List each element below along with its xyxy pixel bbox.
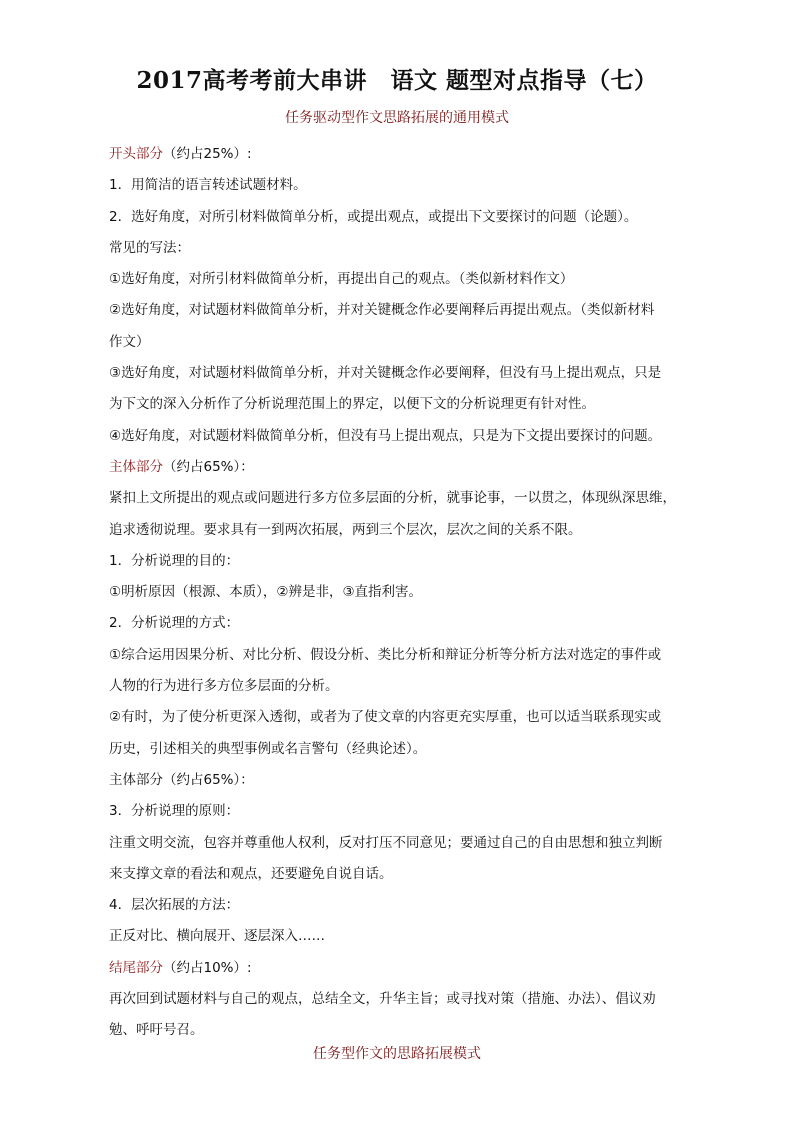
document-body (109, 139, 689, 1047)
text-line: 正反对比、横向展开、逐层深入…… (109, 928, 325, 945)
section-heading-label: 结尾部分 (109, 959, 163, 976)
section-heading-note: （约占65%）： (163, 458, 254, 475)
text-line: ④选好角度，对试题材料做简单分析，但没有马上提出观点，只是为下文提出要探讨的问题。 (109, 427, 662, 444)
section-heading-label: 开头部分 (109, 146, 163, 162)
text-line: 历史，引述相关的典型事例或名言警句（经典论述）。 (109, 740, 427, 757)
text-line: 再次回到试题材料与自己的观点，总结全文，升华主旨；或寻找对策（措施、办法）、倡议劝 (109, 991, 656, 1008)
section-heading-closing (109, 953, 689, 984)
section-heading-label: 主体部分 (109, 458, 163, 475)
text-line: 4．层次拓展的方法： (109, 897, 240, 914)
text-line: ②有时，为了使分析更深入透彻，或者为了使文章的内容更充实厚重，也可以适当联系现实或 (109, 709, 662, 726)
text-line: 3．分析说理的原则： (109, 803, 240, 820)
text-line: 2．选好角度，对所引材料做简单分析，或提出观点，或提出下文要探讨的问题（论题）。 (109, 208, 638, 225)
text-line: 追求透彻说理。要求具有一到两次拓展，两到三个层次，层次之间的关系不限。 (109, 521, 582, 538)
text-line: 注重文明交流，包容并尊重他人权利，反对打压不同意见；要通过自己的自由思想和独立判断 (109, 834, 663, 851)
section-heading-note: （约占10%）: (163, 959, 252, 976)
text-line: 常见的写法： (109, 239, 190, 256)
text-line: 主体部分（约占65%）： (109, 771, 254, 788)
page-footer-heading: 任务型作文的思路拓展模式 (313, 1046, 481, 1062)
section-heading-opening (109, 139, 689, 170)
section-heading-body (109, 452, 689, 483)
text-line: 1．用简洁的语言转述试题材料。 (109, 177, 307, 194)
page-subtitle: 任务驱动型作文思路拓展的通用模式 (285, 110, 509, 126)
text-line: 紧扣上文所提出的观点或问题进行多方位多层面的分析，就事论事，一以贯之，体现纵深思维， (109, 490, 676, 507)
text-line: ③选好角度，对试题材料做简单分析，并对关键概念作必要阐释，但没有马上提出观点，只是 (109, 365, 662, 382)
page-title: 2017高考考前大串讲 语文 题型对点指导（七） (136, 67, 658, 94)
text-line: 作文） (109, 333, 150, 350)
text-line: ②选好角度，对试题材料做简单分析，并对关键概念作必要阐释后再提出观点。（类似新材料 (109, 302, 655, 319)
text-line: ①选好角度，对所引材料做简单分析，再提出自己的观点。（类似新材料作文） (109, 271, 574, 288)
text-line: 1．分析说理的目的： (109, 552, 240, 569)
section-heading-note: （约占25%）: (163, 146, 252, 162)
text-line: ①综合运用因果分析、对比分析、假设分析、类比分析和辩证分析等分析方法对选定的事件或 (109, 646, 662, 663)
text-line: 2．分析说理的方式： (109, 615, 240, 632)
text-line: ①明析原因（根源、本质），②辨是非，③直指利害。 (109, 584, 423, 601)
text-line: 人物的行为进行多方位多层面的分析。 (109, 678, 339, 695)
text-line: 勉、呼吁号召。 (109, 1022, 204, 1039)
text-line: 为下文的深入分析作了分析说理范围上的界定，以便下文的分析说理更有针对性。 (109, 396, 595, 413)
text-line: 来支撑文章的看法和观点，还要避免自说自话。 (109, 865, 393, 882)
